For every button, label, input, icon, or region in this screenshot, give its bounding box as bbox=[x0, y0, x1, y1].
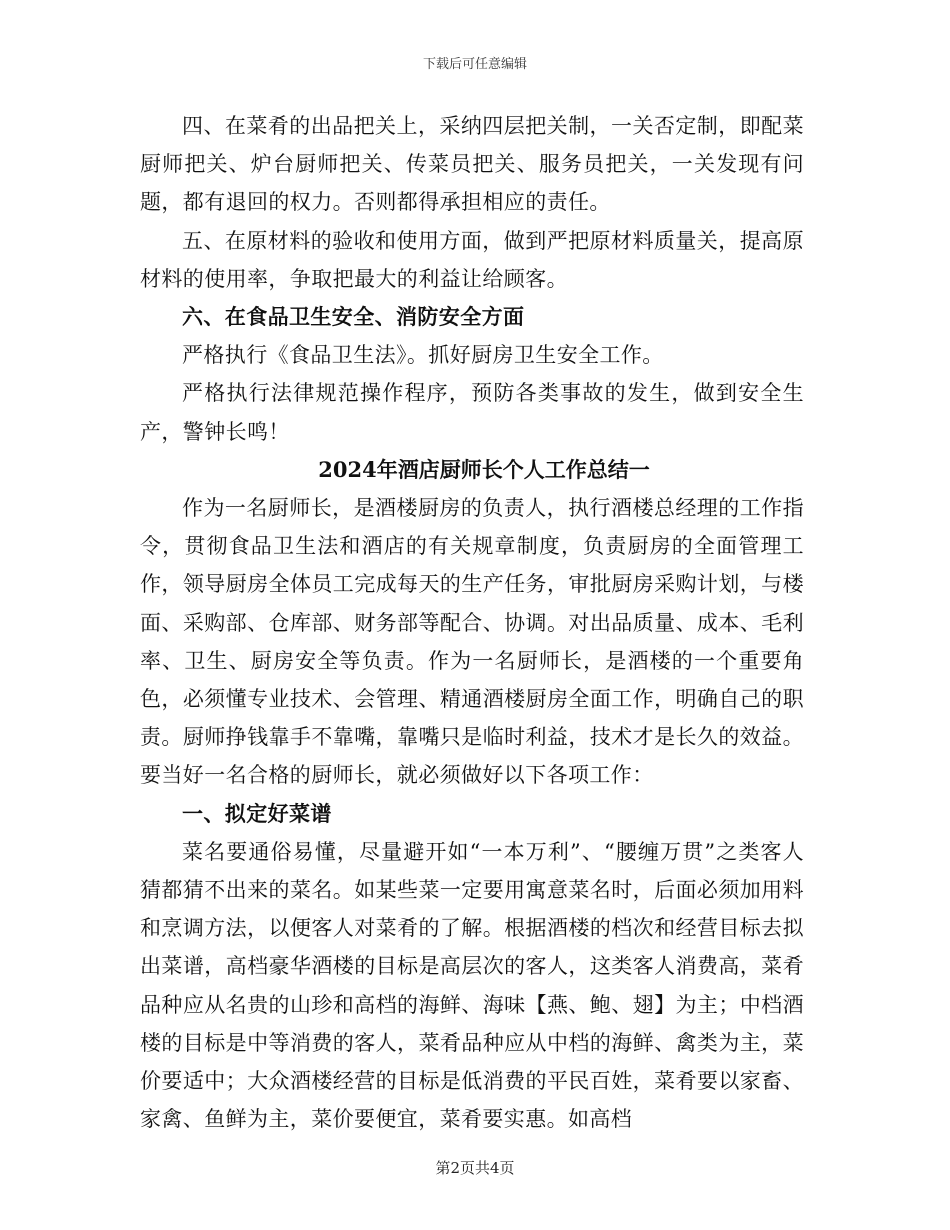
paragraph-menu: 菜名要通俗易懂，尽量避开如“一本万利”、“腰缠万贯”之类客人猜都猜不出来的菜名。如某些菜一定要用寓意菜名时，后面必须加用料和烹调方法，以便客人对菜肴的了解。根据酒楼的档次和经营目标去拟出菜谱，高档豪华酒楼的目标是高层次的客人，这类客人消费高，菜肴品种应从名贵的山珍和高档的海鲜、海味【燕、鲍、翅】为主；中档酒楼的目标是中等消费的客人，菜肴品种应从中档的海鲜、禽类为主，菜价要适中；大众酒楼经营的目标是低消费的平民百姓，菜肴要以家畜、家禽、鱼鲜为主，菜价要便宜，菜肴要实惠。如高档 bbox=[140, 839, 804, 1132]
paragraph-food-law: 严格执行《食品卫生法》。抓好厨房卫生安全工作。 bbox=[182, 343, 664, 368]
paragraph-intro: 作为一名厨师长，是酒楼厨房的负责人，执行酒楼总经理的工作指令，贯彻食品卫生法和酒店的有关规章制度，负责厨房的全面管理工作，领导厨房全体员工完成每天的生产任务，审批厨房采购计划，与楼面、采购部、仓库部、财务部等配合、协调。对出品质量、成本、毛利率、卫生、厨房安全等负责。作为一名厨师长，是酒楼的一个重要角色，必须懂专业技术、会管理、精通酒楼厨房全面工作，明确自己的职责。厨师挣钱靠手不靠嘴，靠嘴只是临时利益，技术才是长久的效益。要当好一名合格的厨师长，就必须做好以下各项工作： bbox=[140, 496, 804, 788]
document-body bbox=[140, 107, 804, 1138]
section-heading-1: 一、拟定好菜谱 bbox=[182, 800, 332, 826]
section-heading-6: 六、在食品卫生安全、消防安全方面 bbox=[182, 304, 525, 330]
page-footer: 第2页共4页 bbox=[435, 1159, 515, 1177]
page-header: 下载后可任意编辑 bbox=[422, 57, 527, 72]
document-title: 2024年酒店厨师长个人工作总结一 bbox=[318, 456, 650, 482]
paragraph-safety: 严格执行法律规范操作程序，预防各类事故的发生，做到安全生产，警钟长鸣！ bbox=[140, 381, 804, 444]
paragraph-item-5: 五、在原材料的验收和使用方面，做到严把原材料质量关，提高原材料的使用率，争取把最大的利益让给顾客。 bbox=[140, 228, 804, 291]
paragraph-item-4: 四、在菜肴的出品把关上，采纳四层把关制，一关否定制，即配菜厨师把关、炉台厨师把关、传菜员把关、服务员把关，一关发现有问题，都有退回的权力。否则都得承担相应的责任。 bbox=[140, 114, 804, 215]
